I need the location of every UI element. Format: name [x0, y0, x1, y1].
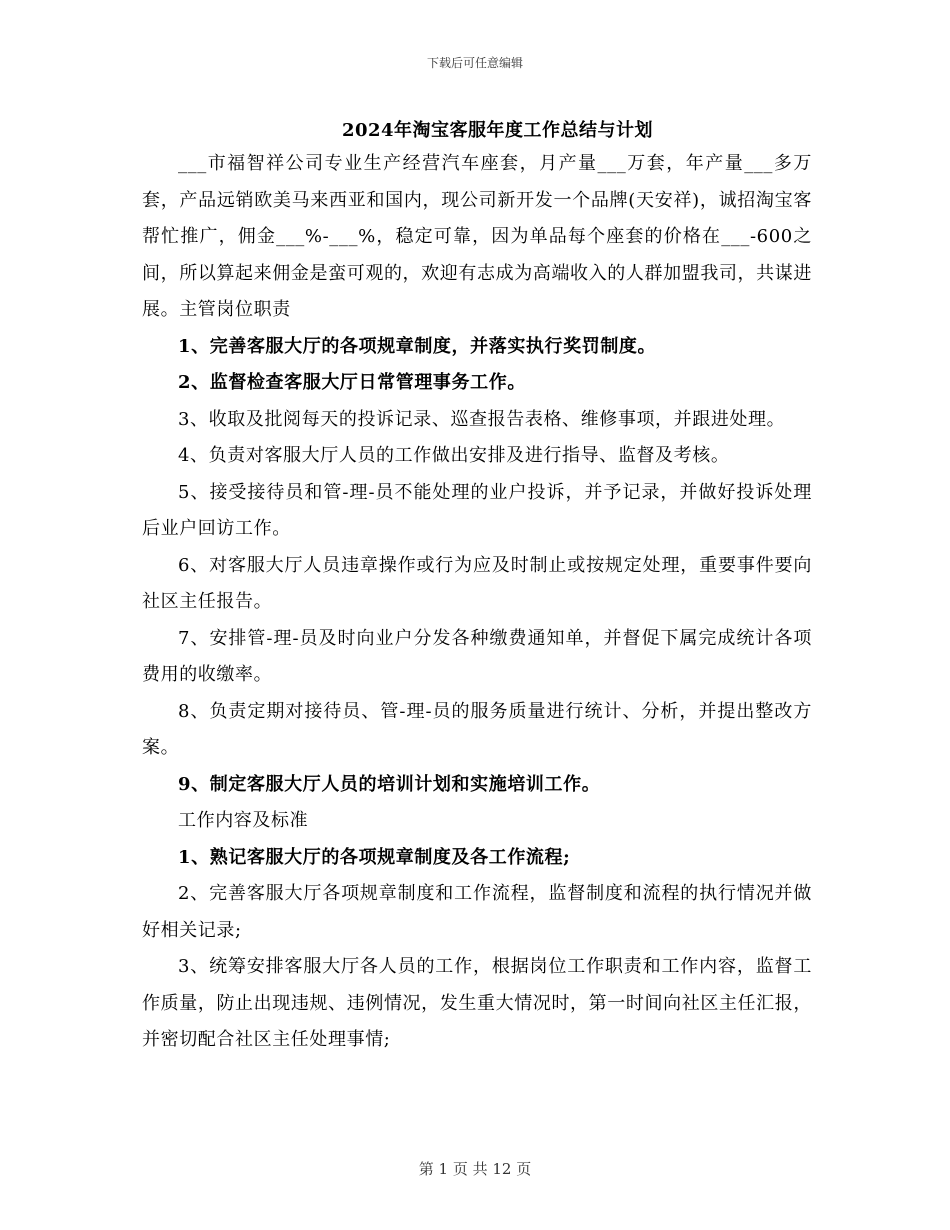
duty-item-7: 7、安排管-理-员及时向业户分发各种缴费通知单，并督促下属完成统计各项费用的收缴率。 [142, 627, 812, 685]
page-footer-number: 第 1 页 共 12 页 [418, 1160, 532, 1178]
duty-item-6: 6、对客服大厅人员违章操作或行为应及时制止或按规定处理，重要事件要向社区主任报告。 [142, 554, 812, 612]
duty-item-8: 8、负责定期对接待员、管-理-员的服务质量进行统计、分析，并提出整改方案。 [142, 700, 812, 758]
document-title: 2024年淘宝客服年度工作总结与计划 [341, 120, 654, 141]
work-item-1: 1、熟记客服大厅的各项规章制度及各工作流程; [178, 846, 571, 868]
document-body [142, 146, 812, 1059]
work-item-3: 3、统筹安排客服大厅各人员的工作，根据岗位工作职责和工作内容，监督工作质量，防止出现违规、违例情况，发生重大情况时，第一时间向社区主任汇报，并密切配合社区主任处理事情; [142, 956, 812, 1050]
duty-item-9: 9、制定客服大厅人员的培训计划和实施培训工作。 [178, 773, 601, 795]
duty-item-5: 5、接受接待员和管-理-员不能处理的业户投诉，并予记录，并做好投诉处理后业户回访工作。 [142, 481, 812, 539]
page-header-note: 下载后可任意编辑 [426, 56, 523, 70]
duty-item-2: 2、监督检查客服大厅日常管理事务工作。 [178, 372, 526, 393]
duty-item-1: 1、完善客服大厅的各项规章制度，并落实执行奖罚制度。 [178, 335, 657, 357]
duty-item-3: 3、收取及批阅每天的投诉记录、巡查报告表格、维修事项，并跟进处理。 [178, 408, 786, 430]
duty-item-4: 4、负责对客服大厅人员的工作做出安排及进行指导、监督及考核。 [178, 445, 730, 466]
section-heading-work-content: 工作内容及标准 [178, 810, 309, 831]
intro-paragraph: ___市福智祥公司专业生产经营汽车座套，月产量___万套，年产量___多万套，产品远销欧美马来西亚和国内，现公司新开发一个品牌(天安祥)，诚招淘宝客帮忙推广，佣金___%-___%，稳定可靠，因为单品每个座套的价格在___-600之间，所以算起来佣金是蛮可观的，欢迎有志成为高端收入的人群加盟我司，共谋进展。主管岗位职责 [142, 153, 812, 320]
work-item-2: 2、完善客服大厅各项规章制度和工作流程，监督制度和流程的执行情况并做好相关记录; [142, 883, 812, 941]
